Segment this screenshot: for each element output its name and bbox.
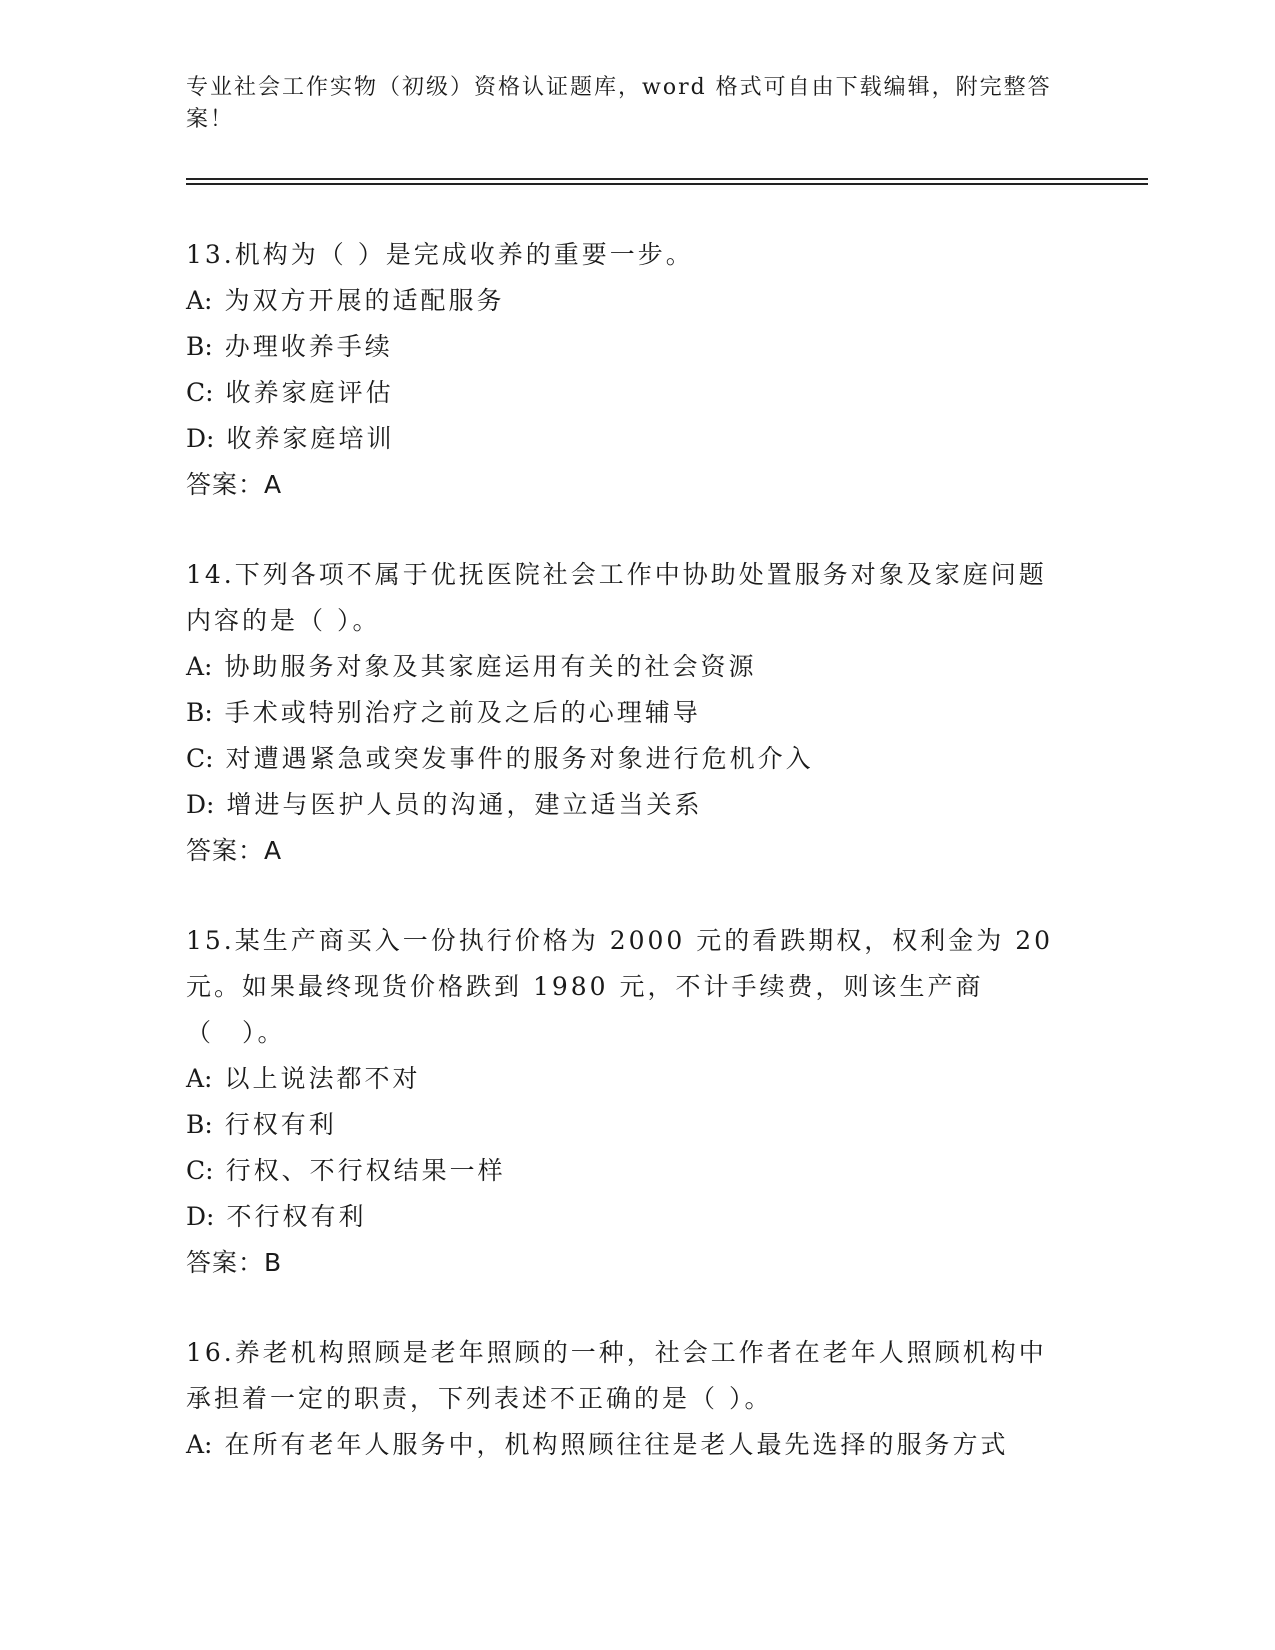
page-header: 专业社会工作实物（初级）资格认证题库，word 格式可自由下载编辑，附完整答案！ xyxy=(186,75,1052,132)
header-rule-bottom xyxy=(186,183,1148,185)
option-c xyxy=(186,370,1086,416)
option-text: 行权、不行权结果一样 xyxy=(225,1156,506,1185)
header-rule-top xyxy=(186,178,1148,180)
option-text: 协助服务对象及其家庭运用有关的社会资源 xyxy=(224,652,757,681)
option-key: C: xyxy=(186,1156,214,1185)
question-stem: 13.机构为（ ）是完成收养的重要一步。 xyxy=(186,240,694,269)
question-14 xyxy=(186,552,1086,874)
question-13 xyxy=(186,232,1086,508)
option-c xyxy=(186,736,1086,782)
option-key: C: xyxy=(186,744,214,773)
option-d xyxy=(186,1194,1086,1240)
option-a xyxy=(186,278,1086,324)
question-15 xyxy=(186,918,1086,1286)
option-key: A: xyxy=(186,652,213,681)
answer-line: 答案：B xyxy=(186,1248,283,1277)
option-a xyxy=(186,1422,1086,1468)
option-text: 收养家庭培训 xyxy=(226,424,395,453)
option-key: B: xyxy=(186,698,213,727)
option-b xyxy=(186,324,1086,370)
question-stem: 16.养老机构照顾是老年照顾的一种，社会工作者在老年人照顾机构中承担着一定的职责，下列表述不正确的是（ ）。 xyxy=(186,1338,1047,1413)
question-list xyxy=(186,232,1086,1512)
option-key: A: xyxy=(186,1064,213,1093)
question-16 xyxy=(186,1330,1086,1468)
option-text: 增进与医护人员的沟通，建立适当关系 xyxy=(226,790,703,819)
answer-line: 答案：A xyxy=(186,836,283,865)
option-key: D: xyxy=(186,790,215,819)
option-text: 在所有老年人服务中，机构照顾往往是老人最先选择的服务方式 xyxy=(224,1430,1009,1459)
option-key: D: xyxy=(186,1202,215,1231)
option-text: 办理收养手续 xyxy=(224,332,393,361)
option-d xyxy=(186,416,1086,462)
option-text: 为双方开展的适配服务 xyxy=(224,286,505,315)
question-stem: 15.某生产商买入一份执行价格为 2000 元的看跌期权，权利金为 20 元。如果最终现货价格跌到 1980 元，不计手续费，则该生产商（ ）。 xyxy=(186,926,1054,1047)
option-text: 对遭遇紧急或突发事件的服务对象进行危机介入 xyxy=(225,744,814,773)
option-text: 以上说法都不对 xyxy=(224,1064,421,1093)
option-c xyxy=(186,1148,1086,1194)
option-text: 不行权有利 xyxy=(226,1202,367,1231)
option-key: A: xyxy=(186,286,213,315)
option-text: 行权有利 xyxy=(224,1110,337,1139)
option-d xyxy=(186,782,1086,828)
option-text: 手术或特别治疗之前及之后的心理辅导 xyxy=(224,698,701,727)
question-stem: 14.下列各项不属于优抚医院社会工作中协助处置服务对象及家庭问题内容的是（ ）。 xyxy=(186,560,1047,635)
option-key: D: xyxy=(186,424,215,453)
option-a xyxy=(186,1056,1086,1102)
option-key: B: xyxy=(186,332,213,361)
option-key: C: xyxy=(186,378,214,407)
answer-line: 答案：A xyxy=(186,470,283,499)
option-key: A: xyxy=(186,1430,213,1459)
option-a xyxy=(186,644,1086,690)
option-text: 收养家庭评估 xyxy=(225,378,394,407)
option-key: B: xyxy=(186,1110,213,1139)
option-b xyxy=(186,1102,1086,1148)
option-b xyxy=(186,690,1086,736)
